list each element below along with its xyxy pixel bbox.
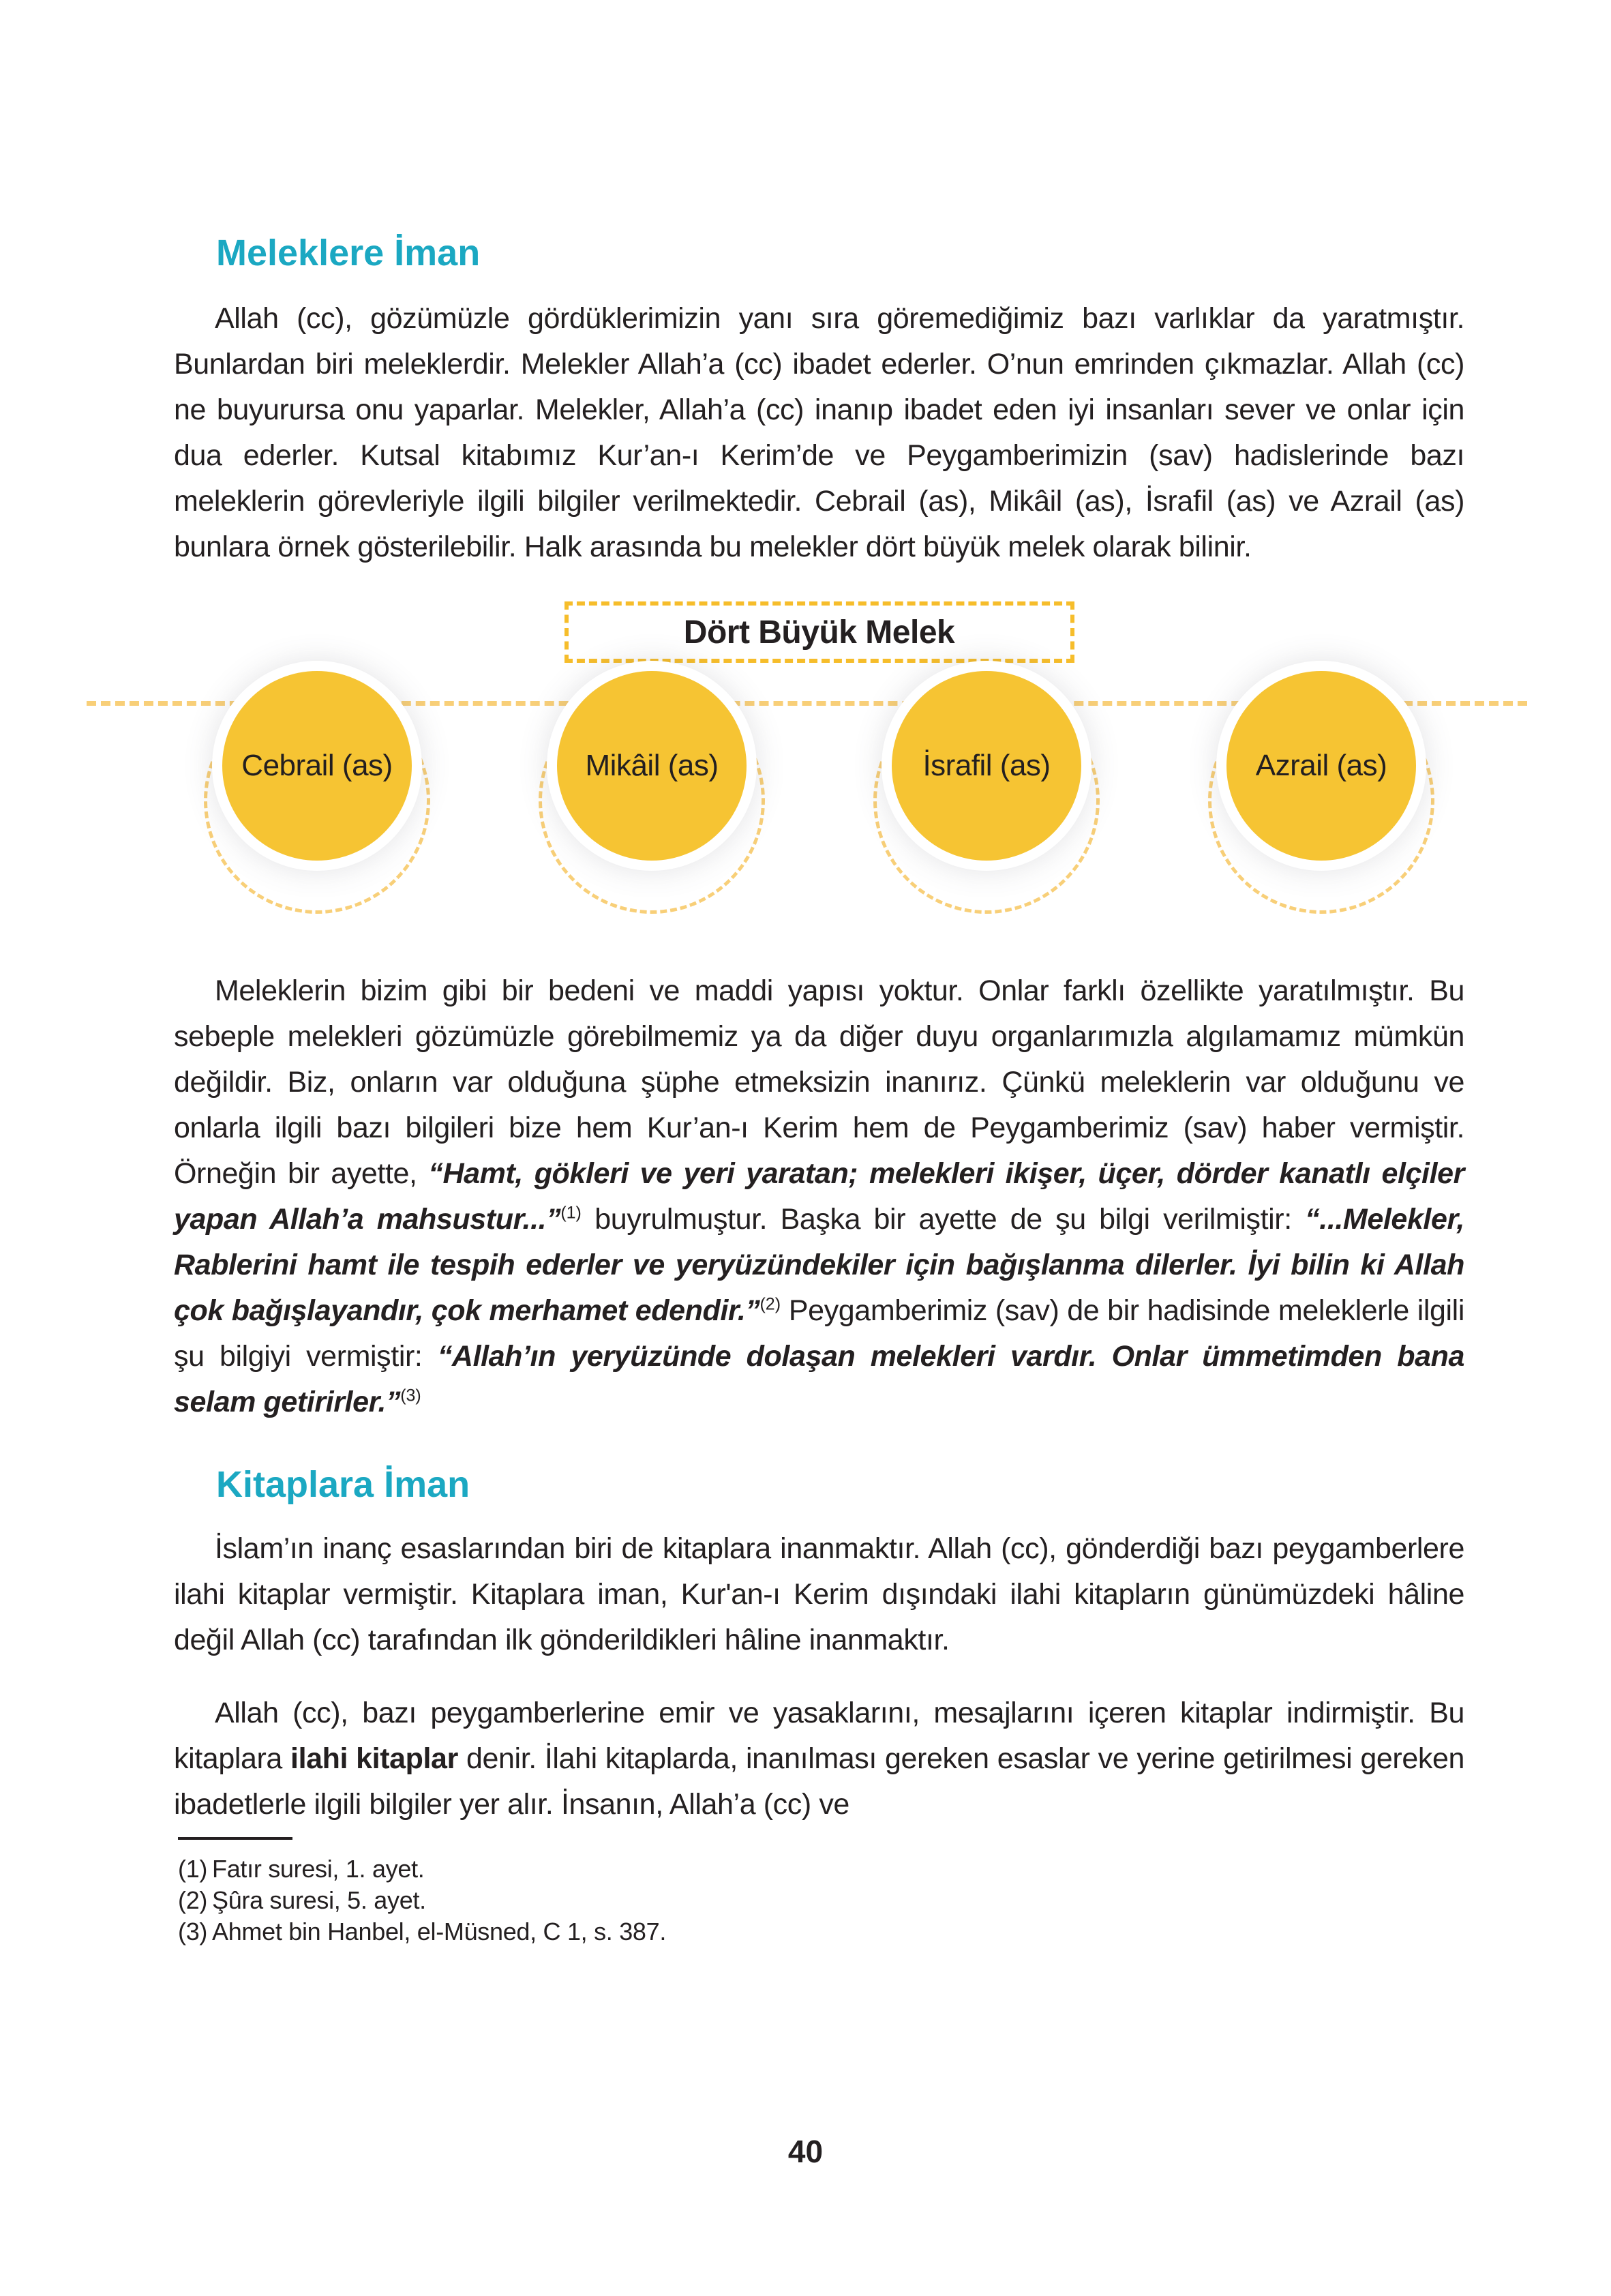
text-run: (2) (759, 1294, 781, 1314)
angel-label: İsrafil (as) (922, 749, 1051, 782)
paragraph-books-detail (174, 1690, 1464, 1828)
paragraph-books-intro: İslam’ın inanç esaslarından biri de kitaplara inanmaktır. Allah (cc), gönderdiği bazı peygamberlere ilahi kitaplar vermiştir. Kitaplara iman, Kur'an-ı Kerim dışındaki ilahi kitapların günümüzdeki hâline değil Allah (cc) tarafından ilk gönderildikleri hâline inanmaktır. (174, 1532, 1464, 1656)
four-great-angels-diagram (174, 601, 1464, 914)
text-run: “Hamt, gökleri ve yeri yaratan; melekleri ikişer, üçer, dörder kanatlı elçiler yapan Allah’a mahsustur...” (174, 1157, 1464, 1236)
paragraph-angels-intro: Allah (cc), gözümüzle gördüklerimizin yanı sıra göremediğimiz bazı varlıklar da yaratmıştır. Bunlardan biri meleklerdir. Melekler Allah’a (cc) ibadet ederler. O’nun emrinden çıkmazlar. Allah (cc) ne buyurursa onu yaparlar. Melekler, Allah’a (cc) inanıp ibadet eden iyi insanları sever ve onlar için dua ederler. Kutsal kitabımız Kur’an-ı Kerim’de ve Peygamberimizin (sav) hadislerinde bazı meleklerin görevleriyle ilgili bilgiler verilmektedir. Cebrail (as), Mikâil (as), İsrafil (as) ve Azrail (as) bunlara örnek gösterilebilir. Halk arasında bu melekler dört büyük melek olarak bilinir. (174, 302, 1464, 563)
footnote-text: Şûra suresi, 5. ayet. (212, 1886, 426, 1914)
footnote-marker: (2) (178, 1886, 208, 1914)
text-run: buyrulmuştur. Başka bir ayette de şu bilgi verilmiştir: (581, 1203, 1306, 1236)
footnote-3 (174, 1916, 1464, 1948)
footnote-text: Ahmet bin Hanbel, el-Müsned, C 1, s. 387. (212, 1918, 667, 1945)
angel-circle-israfil (892, 671, 1081, 861)
section-heading-kitaplara-iman: Kitaplara İman (216, 1464, 470, 1505)
diagram-title: Dört Büyük Melek (683, 614, 955, 651)
footnote-marker: (3) (178, 1918, 208, 1945)
text-run: (1) (560, 1203, 582, 1223)
footnote-block (174, 1837, 1464, 1948)
text-run: Peygamberimiz (sav) de bir hadisinde meleklerle ilgili şu bilgiyi vermiştir: (174, 1294, 1464, 1373)
footnote-marker: (1) (178, 1855, 208, 1883)
angel-cell-azrail (1178, 671, 1464, 914)
angel-cell-israfil (843, 671, 1130, 914)
footnote-2 (174, 1885, 1464, 1916)
angel-circle-mikail (557, 671, 747, 861)
text-run: “...Melekler, Rablerini hamt ile tespih ederler ve yeryüzündekiler için bağışlanma dilerler. İyi bilin ki Allah çok bağışlayandır, çok merhamet edendir.” (174, 1203, 1464, 1327)
angels-row (174, 671, 1464, 914)
angel-label: Mikâil (as) (585, 749, 719, 782)
text-run: Meleklerin bizim gibi bir bedeni ve maddi yapısı yoktur. Onlar farklı özellikte yaratılmıştır. Bu sebeple melekleri gözümüzle görebilmemiz ya da diğer duyu organlarımızla algılamamız mümkün değildir. Biz, onların var olduğuna şüphe etmeksizin inanırız. Çünkü meleklerin var olduğunu ve onlarla ilgili bazı bilgileri bize hem Kur’an-ı Kerim hem de Peygamberimiz (sav) haber vermiştir. Örneğin bir ayette, (174, 974, 1464, 1190)
section-heading-meleklere-iman: Meleklere İman (216, 233, 481, 273)
angel-cell-cebrail (174, 671, 460, 914)
angel-cell-mikail (509, 671, 795, 914)
text-run: Allah (cc), bazı peygamberlerine emir ve yasaklarını, mesajlarını içeren kitaplar indirmiştir. Bu kitaplara (174, 1697, 1464, 1775)
paragraph-angels-detail (174, 968, 1464, 1425)
text-run: denir. İlahi kitaplarda, inanılması gereken esaslar ve yerine getirilmesi gereken ibadetlerle ilgili bilgiler yer alır. İnsanın, Allah’a (cc) ve (174, 1742, 1464, 1821)
angel-circle-azrail (1226, 671, 1416, 861)
angel-label: Cebrail (as) (241, 749, 393, 782)
angel-circle-cebrail (222, 671, 412, 861)
angel-label: Azrail (as) (1255, 749, 1387, 782)
diagram-title-box (564, 601, 1074, 663)
text-run: ilahi kitaplar (290, 1742, 458, 1775)
footnote-separator-rule (178, 1837, 292, 1840)
text-run: (3) (400, 1386, 421, 1405)
text-run: “Allah’ın yeryüzünde dolaşan melekleri vardır. Onlar ümmetimden bana selam getirirler.” (174, 1340, 1464, 1418)
footnote-1 (174, 1853, 1464, 1885)
footnote-text: Fatır suresi, 1. ayet. (212, 1855, 425, 1883)
page-number: 40 (787, 2134, 824, 2169)
